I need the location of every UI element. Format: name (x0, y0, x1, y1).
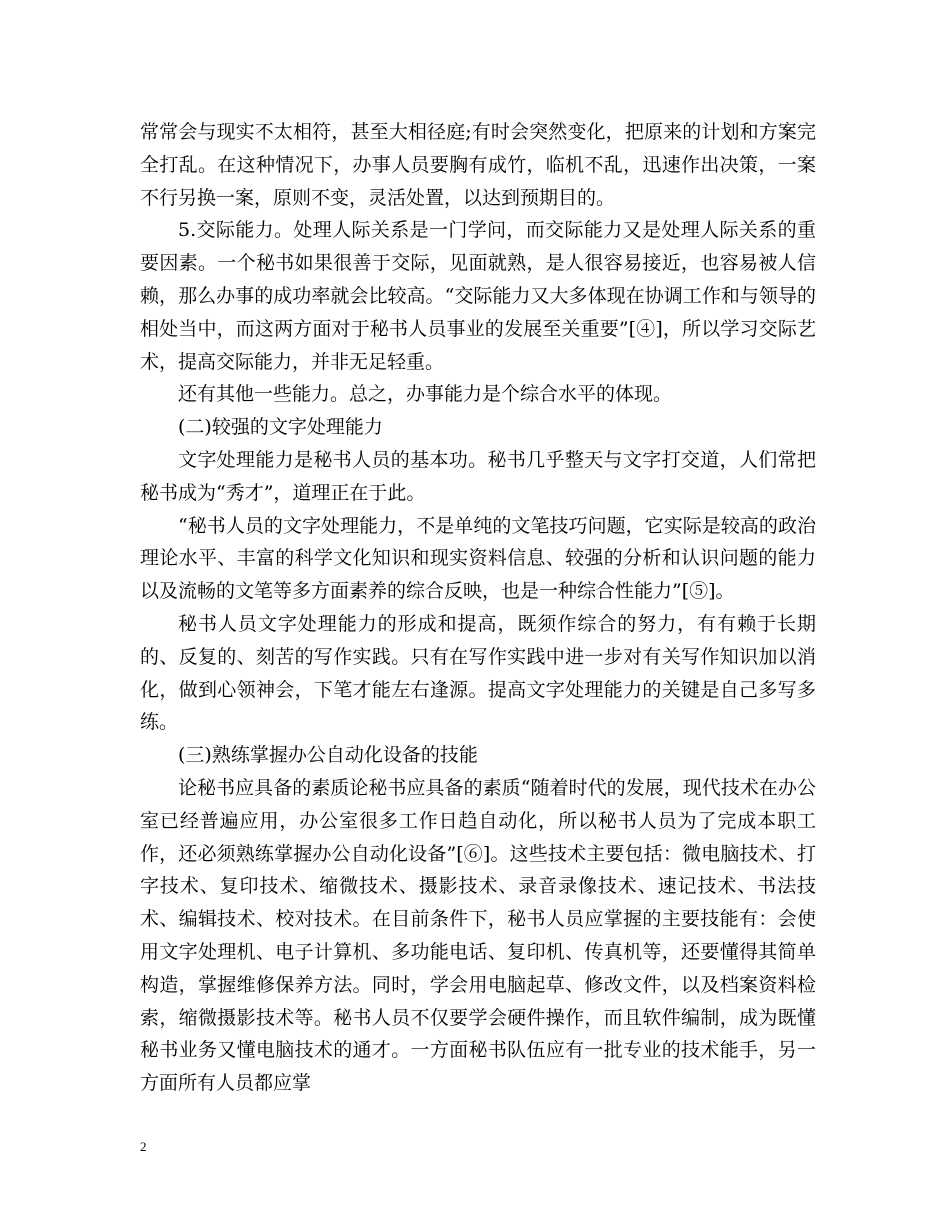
body-text (140, 116, 816, 1100)
page-number: 2 (140, 1139, 147, 1154)
paragraph-6: “秘书人员的文字处理能力，不是单纯的文笔技巧问题，它实际是较高的政治理论水平、丰富的科学文化知识和现实资料信息、较强的分析和认识问题的能力以及流畅的文笔等多方面素养的综合反映，也是一种综合性能力”[⑤]。 (140, 514, 816, 603)
paragraph-5: 文字处理能力是秘书人员的基本功。秘书几乎整天与文字打交道，人们常把秘书成为“秀才”，道理正在于此。 (140, 448, 816, 504)
paragraph-9: 论秘书应具备的素质论秘书应具备的素质“随着时代的发展，现代技术在办公室已经普遍应用，办公室很多工作日趋自动化，所以秘书人员为了完成本职工作，还必须熟练掌握办公自动化设备”[⑥]。这些技术主要包括：微电脑技术、打字技术、复印技术、缩微技术、摄影技术、录音录像技术、速记技术、书法技术、编辑技术、校对技术。在目前条件下，秘书人员应掌握的主要技能有：会使用文字处理机、电子计算机、多功能电话、复印机、传真机等，还要懂得其简单构造，掌握维修保养方法。同时，学会用电脑起草、修改文件，以及档案资料检索，缩微摄影技术等。秘书人员不仅要学会硬件操作，而且软件编制，成为既懂秘书业务又懂电脑技术的通才。一方面秘书队伍应有一批专业的技术能手，另一方面所有人员都应掌 (140, 776, 816, 1095)
section-heading-2: (二)较强的文字处理能力 (178, 416, 383, 439)
paragraph-2: 5.交际能力。处理人际关系是一门学问，而交际能力又是处理人际关系的重要因素。一个秘书如果很善于交际，见面就熟，是人很容易接近，也容易被人信赖，那么办事的成功率就会比较高。“交际能力又大多体现在协调工作和与领导的相处当中，而这两方面对于秘书人员事业的发展至关重要”[④]，所以学习交际艺术，提高交际能力，并非无足轻重。 (140, 219, 816, 373)
paragraph-3: 还有其他一些能力。总之，办事能力是个综合水平的体现。 (178, 383, 673, 406)
paragraph-1: 常常会与现实不太相符，甚至大相径庭;有时会突然变化，把原来的计划和方案完全打乱。在这种情况下，办事人员要胸有成竹，临机不乱，迅速作出决策，一案不行另换一案，原则不变，灵活处置，以达到预期目的。 (140, 121, 816, 209)
paragraph-7: 秘书人员文字处理能力的形成和提高，既须作综合的努力，有有赖于长期的、反复的、刻苦的写作实践。只有在写作实践中进一步对有关写作知识加以消化，做到心领神会，下笔才能左右逢源。提高文字处理能力的关键是自己多写多练。 (140, 612, 816, 734)
section-heading-3: (三)熟练掌握办公自动化设备的技能 (178, 744, 478, 767)
